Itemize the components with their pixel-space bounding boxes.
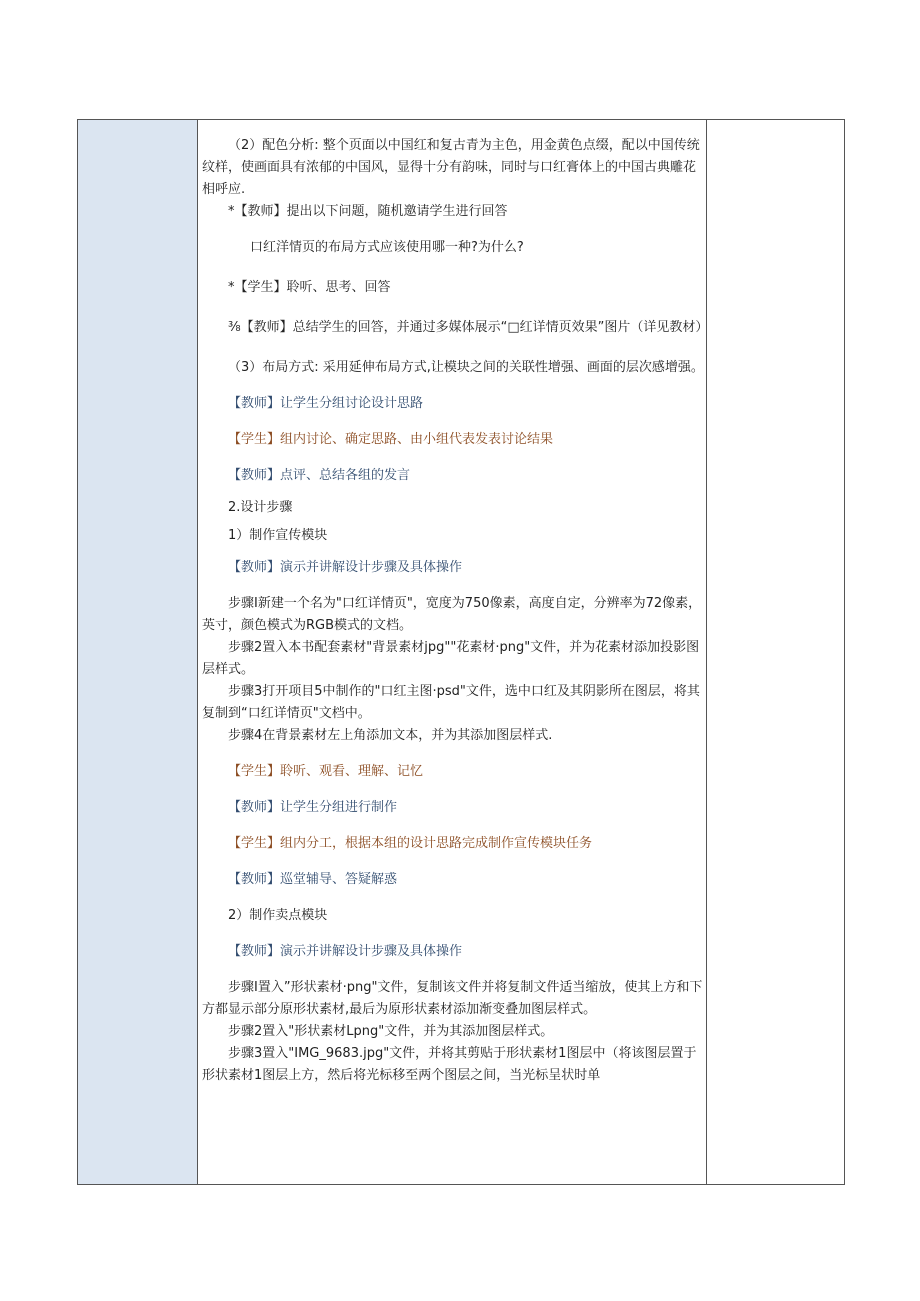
step-paragraph: 步骤3打开项目5中制作的"口红主图·psd"文件，选中口红及其阴影所在图层，将其复制到“口红详情页"文档中。 [202, 684, 700, 721]
question-text: 口红洋情页的布局方式应该使用哪一种?为什么? [250, 240, 524, 255]
step-paragraph: 步骤2置入"形状素材Lpng"文件，并为其添加图层样式。 [228, 1024, 554, 1039]
teacher-line: 【教师】点评、总结各组的发言 [228, 468, 411, 483]
section-heading: 2.设计步骤 [228, 500, 293, 515]
right-column [706, 120, 844, 1184]
teacher-line: 【教师】让学生分组进行制作 [228, 800, 398, 815]
teacher-summary-paragraph: ⅜【教师】总结学生的回答，并通过多媒体展示“□红详情页效果”图片（详见教材） [228, 320, 709, 335]
layout-method-paragraph: （3）布局方式: 采用延伸布局方式,让模块之间的关联性增强、画面的层次感增强。 [228, 360, 704, 375]
teacher-line: 【教师】演示并讲解设计步骤及具体操作 [228, 944, 463, 959]
subsection-heading: 2）制作卖点模块 [228, 908, 328, 923]
step-paragraph: 步骤3置入"IMG_9683.jpg"文件，并将其剪贴于形状素材1图层中（将该图层置于形状素材1图层上方，然后将光标移至两个图层之间，当光标呈状时单 [202, 1046, 697, 1083]
step-paragraph: 步骤I置入”形状素材·png"文件，复制该文件并将复制文件适当缩放，使其上方和下方都显示部分原形状素材,最后为原形状素材添加渐变叠加图层样式。 [202, 980, 703, 1017]
content-cell [199, 120, 707, 1184]
left-column [78, 120, 198, 1184]
teacher-question-line: *【教师】提出以下问题，随机邀请学生进行回答 [228, 204, 508, 219]
subsection-heading: 1）制作宣传模块 [228, 528, 328, 543]
student-line: 【学生】组内分工，根据本组的设计思路完成制作宣传模块任务 [228, 836, 593, 851]
lesson-table [77, 119, 845, 1185]
step-paragraph: 步骤I新建一个名为"口红详情页"，宽度为750像素，高度自定，分辨率为72像素，英寸，颜色模式为RGB模式的文档。 [202, 596, 702, 633]
student-line: 【学生】聆听、观看、理解、记忆 [228, 764, 424, 779]
step-paragraph: 步骤2置入本书配套素材"背景素材jpg""花素材·png"文件，并为花素材添加投影图层样式。 [202, 640, 700, 677]
step-paragraph: 步骤4在背景素材左上角添加文本，并为其添加图层样式. [228, 728, 553, 743]
teacher-line: 【教师】让学生分组讨论设计思路 [228, 396, 424, 411]
teacher-line: 【教师】演示并讲解设计步骤及具体操作 [228, 560, 463, 575]
student-answer-line: *【学生】聆听、思考、回答 [228, 280, 391, 295]
teacher-line: 【教师】巡堂辅导、答疑解惑 [228, 872, 398, 887]
color-analysis-paragraph: （2）配色分析: 整个页面以中国红和复古青为主色，用金黄色点缀，配以中国传统纹样，使画面具有浓郁的中国风，显得十分有韵味，同时与口红膏体上的中国古典雕花相呼应. [202, 138, 700, 197]
student-line: 【学生】组内讨论、确定思路、由小组代表发表讨论结果 [228, 432, 554, 447]
